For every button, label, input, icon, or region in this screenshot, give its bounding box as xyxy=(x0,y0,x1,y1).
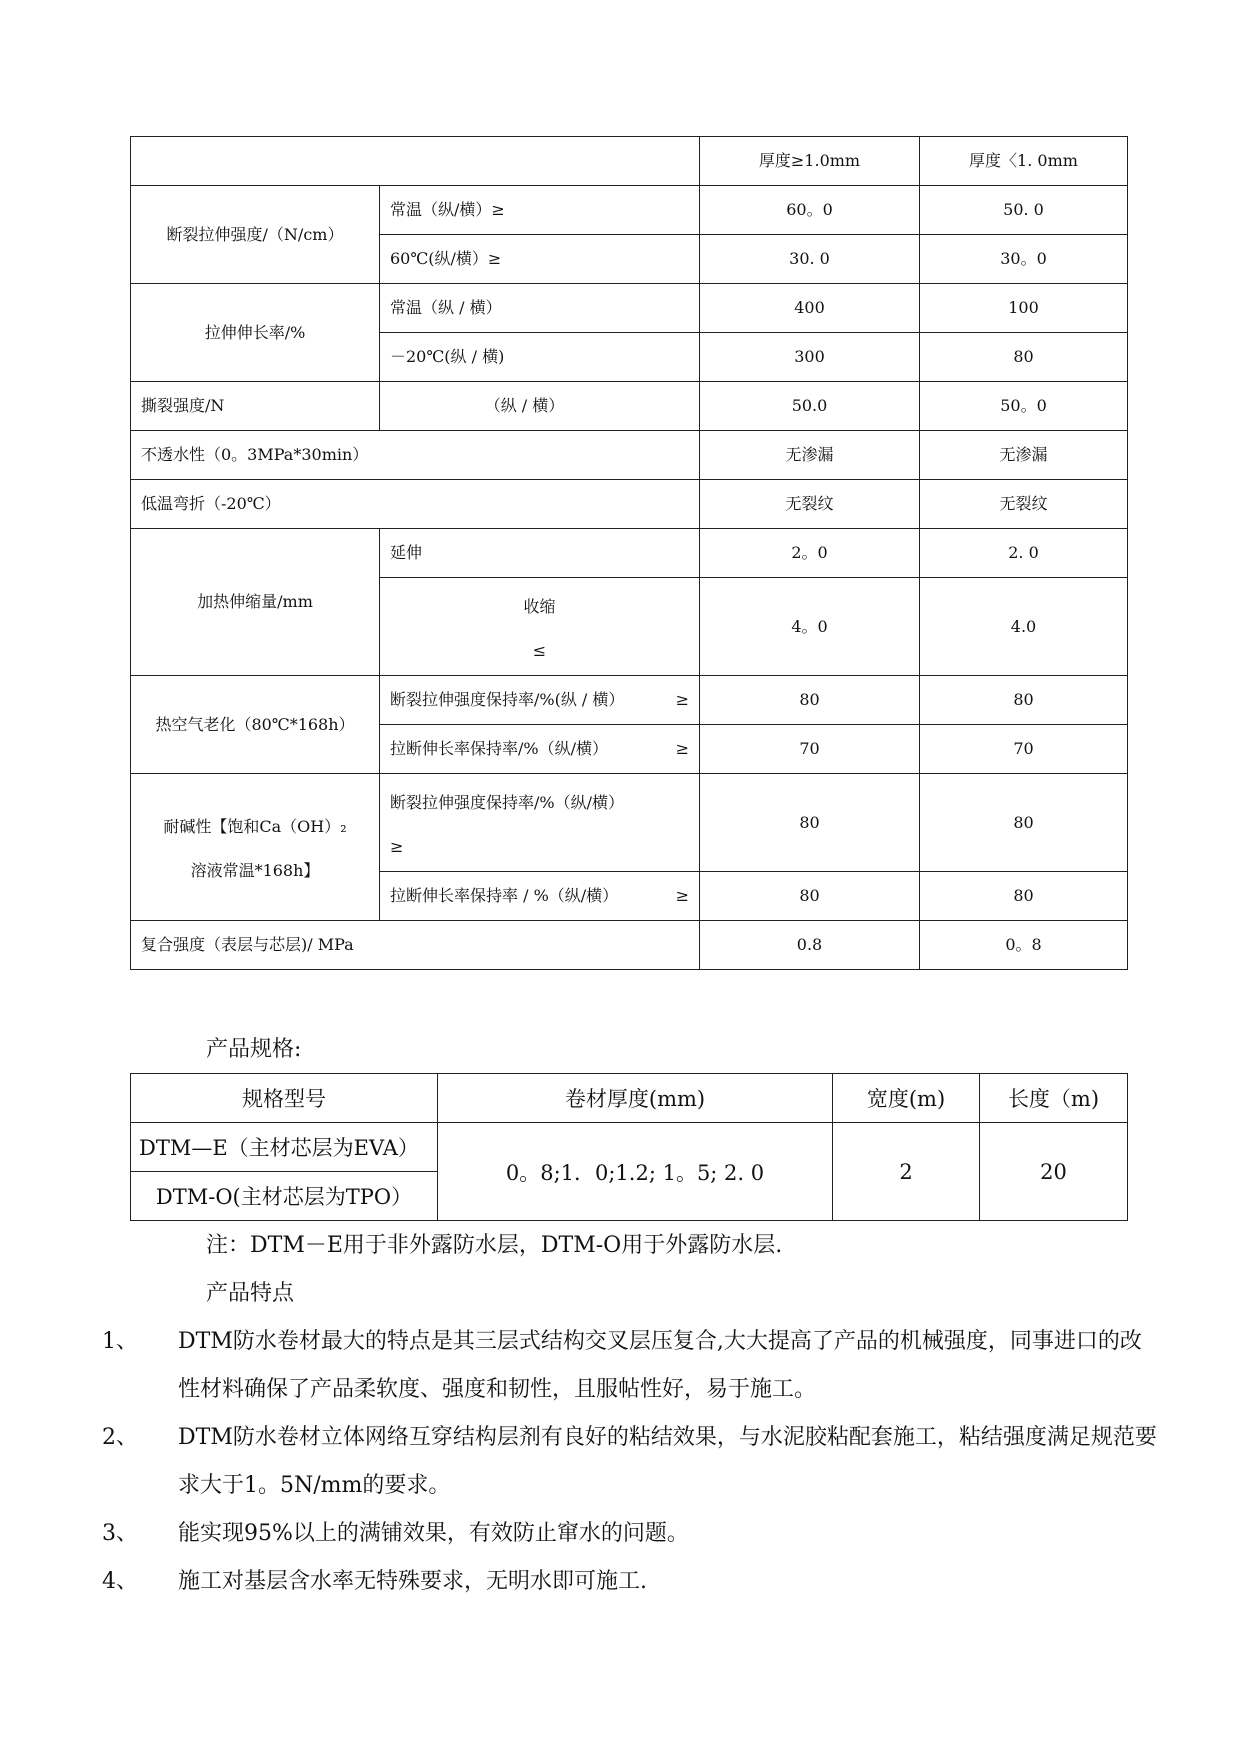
row-condition xyxy=(380,725,700,774)
spec-length: 20 xyxy=(980,1123,1128,1221)
header-thick: 厚度≥1.0mm xyxy=(700,137,920,186)
value-thin: 70 xyxy=(920,725,1128,774)
value-thin: 100 xyxy=(920,284,1128,333)
spec-model: DTM—E（主材芯层为EVA） xyxy=(131,1123,438,1172)
label-line: 溶液常温*168h】 xyxy=(190,861,320,880)
condition-sign: ≥ xyxy=(390,836,404,856)
row-condition: 常温（纵/横）≥ xyxy=(380,186,700,235)
table-row xyxy=(131,1123,1128,1172)
value-thick: 30. 0 xyxy=(700,235,920,284)
table-row xyxy=(131,921,1128,970)
value-thick: 400 xyxy=(700,284,920,333)
table-row xyxy=(131,676,1128,725)
row-condition: 60℃(纵/横）≥ xyxy=(380,235,700,284)
value-thin: 无渗漏 xyxy=(920,431,1128,480)
note-text: 注：DTM－E用于非外露防水层，DTM-O用于外露防水层. xyxy=(206,1233,783,1258)
row-condition xyxy=(380,872,700,921)
value-thick: 无裂纹 xyxy=(700,480,920,529)
table-row xyxy=(131,774,1128,872)
condition-sign: ≥ xyxy=(675,690,689,709)
row-label: 撕裂强度/N xyxy=(131,382,380,431)
table-row xyxy=(131,480,1128,529)
row-condition: 延伸 xyxy=(380,529,700,578)
condition-text: 拉断伸长率保持率 / %（纵/横） xyxy=(390,886,619,905)
value-thin: 80 xyxy=(920,872,1128,921)
value-thin: 80 xyxy=(920,333,1128,382)
row-condition xyxy=(380,578,700,676)
value-thin: 50. 0 xyxy=(920,186,1128,235)
condition-sign: ≥ xyxy=(675,739,689,758)
row-label: 复合强度（表层与芯层)/ MPa xyxy=(131,921,700,970)
spec-model: DTM-O(主材芯层为TPO） xyxy=(131,1172,438,1221)
list-item-text: DTM防水卷材立体网络互穿结构层剂有良好的粘结效果，与水泥胶粘配套施工，粘结强度满足规范要求大于1。5N/mm的要求。 xyxy=(178,1425,1157,1498)
list-item xyxy=(102,1414,1158,1510)
value-thick: 0.8 xyxy=(700,921,920,970)
value-thin: 80 xyxy=(920,774,1128,872)
table-row xyxy=(131,137,1128,186)
row-condition xyxy=(380,774,700,872)
value-thin: 4.0 xyxy=(920,578,1128,676)
value-thick: 2。0 xyxy=(700,529,920,578)
spec-thickness: 0。8;1．0;1.2; 1。5; 2. 0 xyxy=(438,1123,833,1221)
spec-title: 产品规格: xyxy=(206,1037,302,1062)
value-thick: 300 xyxy=(700,333,920,382)
row-condition: －20℃(纵 / 横) xyxy=(380,333,700,382)
value-thick: 80 xyxy=(700,872,920,921)
spec-width: 2 xyxy=(833,1123,980,1221)
condition-text: 拉断伸长率保持率/%（纵/横） xyxy=(390,739,608,758)
label-line: 耐碱性【饱和Ca（OH）₂ xyxy=(163,817,347,836)
row-label xyxy=(131,774,380,921)
condition-line: 收缩 xyxy=(523,596,556,616)
header-thin: 厚度〈1. 0mm xyxy=(920,137,1128,186)
condition-sign: ≥ xyxy=(675,886,689,905)
value-thick: 4。0 xyxy=(700,578,920,676)
row-condition xyxy=(380,676,700,725)
value-thin: 50。0 xyxy=(920,382,1128,431)
list-item-number: 3、 xyxy=(102,1521,138,1546)
value-thick: 80 xyxy=(700,774,920,872)
list-item-text: 施工对基层含水率无特殊要求，无明水即可施工. xyxy=(178,1569,647,1594)
condition-text: 断裂拉伸强度保持率/%（纵/横） xyxy=(390,792,624,812)
condition-sign: ≤ xyxy=(532,640,547,660)
features-title: 产品特点 xyxy=(206,1281,295,1306)
spec-table xyxy=(130,1073,1128,1221)
value-thin: 无裂纹 xyxy=(920,480,1128,529)
list-item-text: DTM防水卷材最大的特点是其三层式结构交叉层压复合,大大提高了产品的机械强度，同事进口的改性材料确保了产品柔软度、强度和韧性，且服帖性好，易于施工。 xyxy=(178,1329,1142,1402)
row-label: 热空气老化（80℃*168h） xyxy=(131,676,380,774)
row-label: 拉伸伸长率/% xyxy=(131,284,380,382)
condition-text: 断裂拉伸强度保持率/%(纵 / 横） xyxy=(390,690,625,709)
table-row xyxy=(131,382,1128,431)
value-thick: 70 xyxy=(700,725,920,774)
spec-header-model: 规格型号 xyxy=(131,1074,438,1123)
value-thick: 无渗漏 xyxy=(700,431,920,480)
value-thick: 50.0 xyxy=(700,382,920,431)
spec-header-length: 长度（m) xyxy=(980,1074,1128,1123)
list-item-number: 1、 xyxy=(102,1329,138,1354)
row-condition: 常温（纵 / 横） xyxy=(380,284,700,333)
list-item-number: 4、 xyxy=(102,1569,138,1594)
list-item xyxy=(102,1510,1158,1558)
table-row xyxy=(131,186,1128,235)
spec-header-width: 宽度(m) xyxy=(833,1074,980,1123)
list-item xyxy=(102,1558,1158,1606)
list-item-text: 能实现95%以上的满铺效果，有效防止窜水的问题。 xyxy=(178,1521,689,1546)
header-blank xyxy=(131,137,700,186)
table-row xyxy=(131,431,1128,480)
row-condition: （纵 / 横） xyxy=(380,382,700,431)
properties-table xyxy=(130,136,1128,970)
spec-header-thickness: 卷材厚度(mm) xyxy=(438,1074,833,1123)
value-thin: 80 xyxy=(920,676,1128,725)
value-thick: 60。0 xyxy=(700,186,920,235)
table-row xyxy=(131,284,1128,333)
value-thin: 2. 0 xyxy=(920,529,1128,578)
value-thin: 0。8 xyxy=(920,921,1128,970)
value-thin: 30。0 xyxy=(920,235,1128,284)
list-item-number: 2、 xyxy=(102,1425,138,1450)
value-thick: 80 xyxy=(700,676,920,725)
list-item xyxy=(102,1318,1158,1414)
row-label: 不透水性（0。3MPa*30min） xyxy=(131,431,700,480)
table-row xyxy=(131,1074,1128,1123)
row-label: 断裂拉伸强度/（N/cm） xyxy=(131,186,380,284)
table-row xyxy=(131,529,1128,578)
row-label: 低温弯折（-20℃） xyxy=(131,480,700,529)
row-label: 加热伸缩量/mm xyxy=(131,529,380,676)
